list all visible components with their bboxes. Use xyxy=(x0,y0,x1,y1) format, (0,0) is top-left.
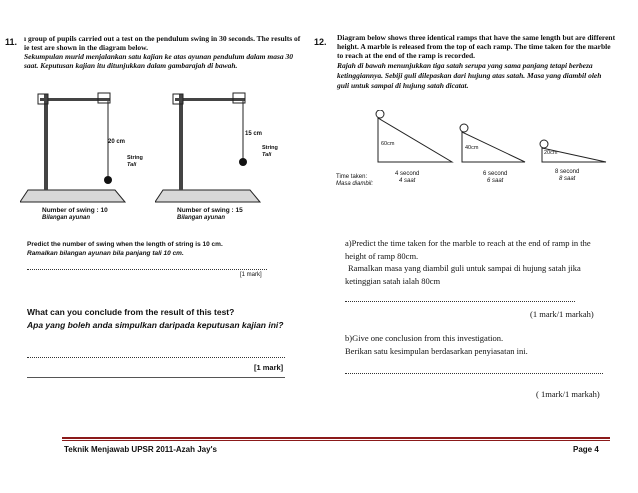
q12-intro-ms-2: ketinggiannya. Sebiji guli dilepaskan dari hujung atas satah. Masa yang diambil oleh xyxy=(337,71,602,80)
pendulum-15cm-diagram xyxy=(155,80,285,205)
right-swing-count: Number of swing : 15 xyxy=(177,207,243,214)
q12b-question-ms: Berikan satu kesimpulan berdasarkan penyiasatan ini. xyxy=(345,346,528,356)
right-string-label: String xyxy=(262,145,278,151)
q11-intro-en-1: ı group of pupils carried out a test on the pendulum swing in 30 seconds. The results of xyxy=(24,34,301,43)
q12-intro-en-2: height. A marble is released from the top of each ramp. The time taken for the marble xyxy=(337,42,611,51)
ramp1-time: 4 second xyxy=(395,171,420,177)
q12a-answer-line[interactable] xyxy=(345,300,575,302)
q12a-question-en-1: a)Predict the time taken for the marble to reach at the end of ramp in the xyxy=(345,238,591,248)
q11b-bottom-rule xyxy=(27,376,285,378)
q11b-mark: [1 mark] xyxy=(254,363,284,372)
q11-intro-ms-1: Sekumpulan murid menjalankan satu kajian ke atas ayunan pendulum dalam masa 30 xyxy=(24,52,294,61)
time-taken-label-ms: Masa diambil: xyxy=(336,181,374,187)
q12b-mark: ( 1mark/1 markah) xyxy=(536,389,600,399)
q11-intro-en-2: ie test are shown in the diagram below. xyxy=(24,43,149,52)
footer-title: Teknik Menjawab UPSR 2011-Azah Jay's xyxy=(64,445,217,454)
ramp2-height: 40cm xyxy=(465,145,479,151)
q11-intro-ms-2: saat. Keputusan kajian itu ditunjukkan dalam gambarajah di bawah. xyxy=(24,61,238,70)
q11b-question-ms: Apa yang boleh anda simpulkan daripada keputusan kajian ini? xyxy=(27,320,284,330)
ramp3-height: 20cm xyxy=(544,150,558,156)
ramps-diagram xyxy=(370,110,610,170)
ramp3-time: 8 second xyxy=(555,169,580,175)
q12a-question-ms-2: ketinggian satah ialah 80cm xyxy=(345,276,441,286)
q12-intro-en-3: to reach at the end of the ramp is recorded. xyxy=(337,51,476,60)
footer-rule-top xyxy=(62,437,610,439)
right-string-label-ms: Tali xyxy=(262,152,272,158)
q12a-mark: (1 mark/1 markah) xyxy=(530,309,594,319)
ramp2-time: 6 second xyxy=(483,171,508,177)
q12-intro-ms-3: guli untuk sampai di hujung satah dicatat. xyxy=(337,81,469,90)
left-swing-count: Number of swing : 10 xyxy=(42,207,108,214)
time-taken-label: Time taken: xyxy=(336,174,368,180)
left-length-label: 20 cm xyxy=(108,139,126,145)
ramp1-height: 60cm xyxy=(381,141,395,147)
pendulum-20cm-diagram xyxy=(20,80,150,205)
ramp2-time-ms: 6 saat xyxy=(487,178,504,184)
q11a-mark: [1 mark] xyxy=(240,272,262,278)
footer-page-number: Page 4 xyxy=(573,445,599,454)
q11b-answer-line[interactable] xyxy=(27,356,285,358)
q12b-question-en: b)Give one conclusion from this investigation. xyxy=(345,333,504,343)
q11a-question-en: Predict the number of swing when the length of string is 10 cm. xyxy=(27,241,223,248)
left-string-label: String xyxy=(127,155,143,161)
q12-intro-en-1: Diagram below shows three identical ramps that have the same length but are different xyxy=(337,33,616,42)
ramp1-time-ms: 4 saat xyxy=(399,178,416,184)
q12b-answer-line[interactable] xyxy=(345,372,603,374)
footer-rule-bottom xyxy=(62,440,610,441)
left-string-label-ms: Tali xyxy=(127,162,137,168)
right-length-label: 15 cm xyxy=(245,131,263,137)
ramp3-time-ms: 8 saat xyxy=(559,176,576,182)
right-swing-ms: Bilangan ayunan xyxy=(177,215,226,221)
q12-number: 12. xyxy=(314,37,327,47)
q12-intro-ms-1: Rajah di bawah menunjukkan tiga satah serupa yang sama panjang tetapi berbeza xyxy=(337,61,593,70)
q11-number: 11. xyxy=(5,37,18,47)
q11b-question-en: What can you conclude from the result of this test? xyxy=(27,307,235,317)
left-swing-ms: Bilangan ayunan xyxy=(42,215,91,221)
q12a-question-ms-1: Ramalkan masa yang diambil guli untuk sampai di hujung satah jika xyxy=(348,263,581,273)
q11a-answer-line[interactable] xyxy=(27,268,267,270)
q12a-question-en-2: height of ramp 80cm. xyxy=(345,251,419,261)
q11a-question-ms: Ramalkan bilangan ayunan bila panjang tali 10 cm. xyxy=(27,250,184,257)
